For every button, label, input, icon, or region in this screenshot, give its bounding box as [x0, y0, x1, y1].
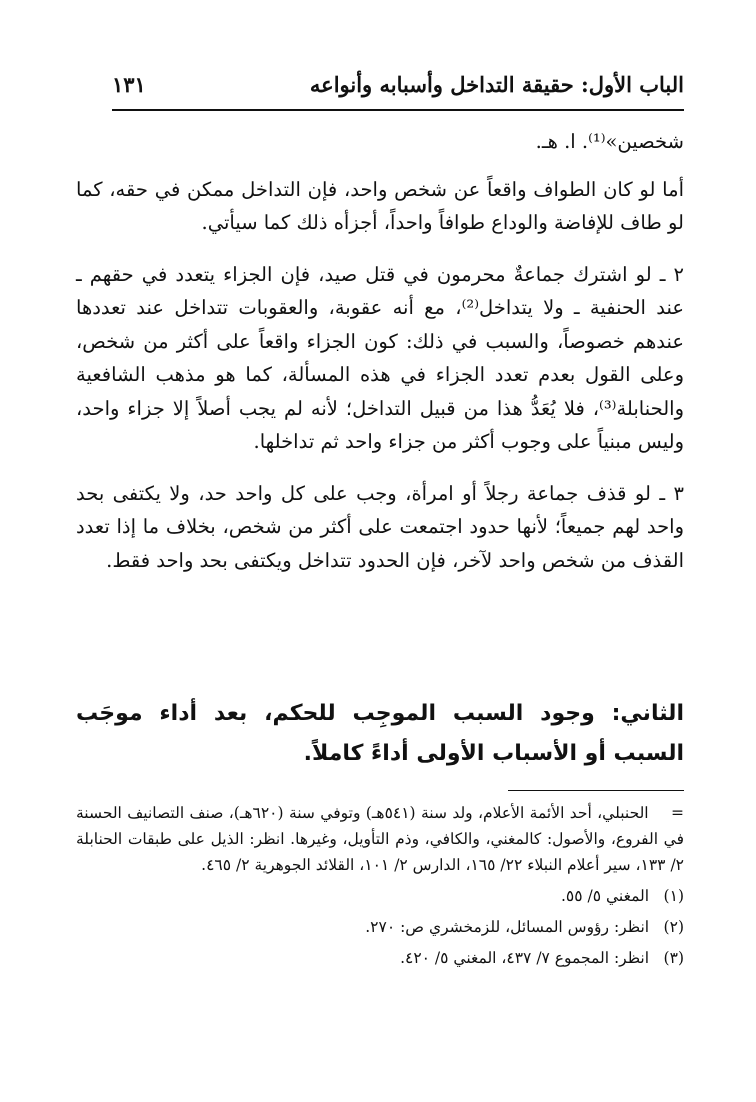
- running-header: [112, 70, 684, 106]
- footnote-text: انظر: رؤوس المسائل، للزمخشري ص: ٢٧٠.: [365, 918, 650, 936]
- footnote-continuation: [76, 800, 684, 878]
- footnote-text: الحنبلي، أحد الأئمة الأعلام، ولد سنة (٥٤١هـ) وتوفي سنة (٦٢٠هـ)، صنف التصانيف الحسنة في الفروع، والأصول: كالمغني، والكافي، وذم التأويل، وغيرها. انظر: الذيل على طبقات الحنابلة ٢/ ١٣٣، سير أعلام النبلاء ٢٢/ ١٦٥، الدارس ٢/ ١٠١، القلائد الجوهرية ٢/ ٤٦٥.: [76, 804, 684, 874]
- opening-line: شخصين»⁽¹⁾. ا. هـ.: [535, 130, 684, 153]
- footnote-marker: =: [671, 804, 684, 822]
- footnote-marker: (٢): [663, 918, 684, 936]
- header-divider: [112, 109, 684, 111]
- section-heading: الثاني: وجود السبب الموجِب للحكم، بعد أداء موجَب السبب أو الأسباب الأولى أداءً كاملاً.: [76, 701, 684, 766]
- paragraph-tawaf: أما لو كان الطواف واقعاً عن شخص واحد، فإن التداخل ممكن في حقه، كما لو طاف للإفاضة والوداع طوافاً واحداً، أجزأه ذلك كما سيأتي.: [76, 177, 684, 234]
- footnote-text: انظر: المجموع ٧/ ٤٣٧، المغني ٥/ ٤٢٠.: [400, 949, 650, 967]
- footnote-3: [76, 945, 684, 971]
- paragraph-qadhf: ٣ ـ لو قذف جماعة رجلاً أو امرأة، وجب على كل واحد حد، ولا يكتفى بحد واحد لهم جميعاً؛ لأنها حدود اجتمعت على أكثر من شخص، بخلاف ما إذا تعدد القذف من شخص واحد لآخر، فإن الحدود تتداخل ويكتفى بحد واحد فقط.: [76, 481, 684, 572]
- footnotes: [76, 800, 684, 976]
- paragraph-hunting-penalty: ٢ ـ لو اشترك جماعةٌ محرمون في قتل صيد، فإن الجزاء يتعدد في حقهم ـ عند الحنفية ـ ولا يتداخل⁽²⁾، مع أنه عقوبة، والعقوبات تتداخل عند تعددها عندهم خصوصاً، والسبب في ذلك: كون الجزاء واقعاً على أكثر من شخص، وعلى القول بعدم تعدد الجزاء في هذه المسألة، كما هو مذهب الشافعية والحنابلة⁽³⁾، فلا يُعَدُّ هذا من قبيل التداخل؛ لأنه لم يجب أصلاً إلا جزاء واحد، وليس مبنياً على وجوب أكثر من جزاء واحد ثم تداخلها.: [76, 262, 684, 453]
- footnote-2: [76, 914, 684, 940]
- main-text: [76, 125, 684, 595]
- footnote-divider: [508, 790, 684, 791]
- footnote-marker: (١): [663, 887, 684, 905]
- page-number: ١٣١: [112, 72, 146, 97]
- footnote-text: المغني ٥/ ٥٥.: [560, 887, 650, 905]
- footnote-marker: (٣): [663, 949, 684, 967]
- footnote-1: [76, 883, 684, 909]
- chapter-title: الباب الأول: حقيقة التداخل وأسبابه وأنواعه: [309, 72, 684, 97]
